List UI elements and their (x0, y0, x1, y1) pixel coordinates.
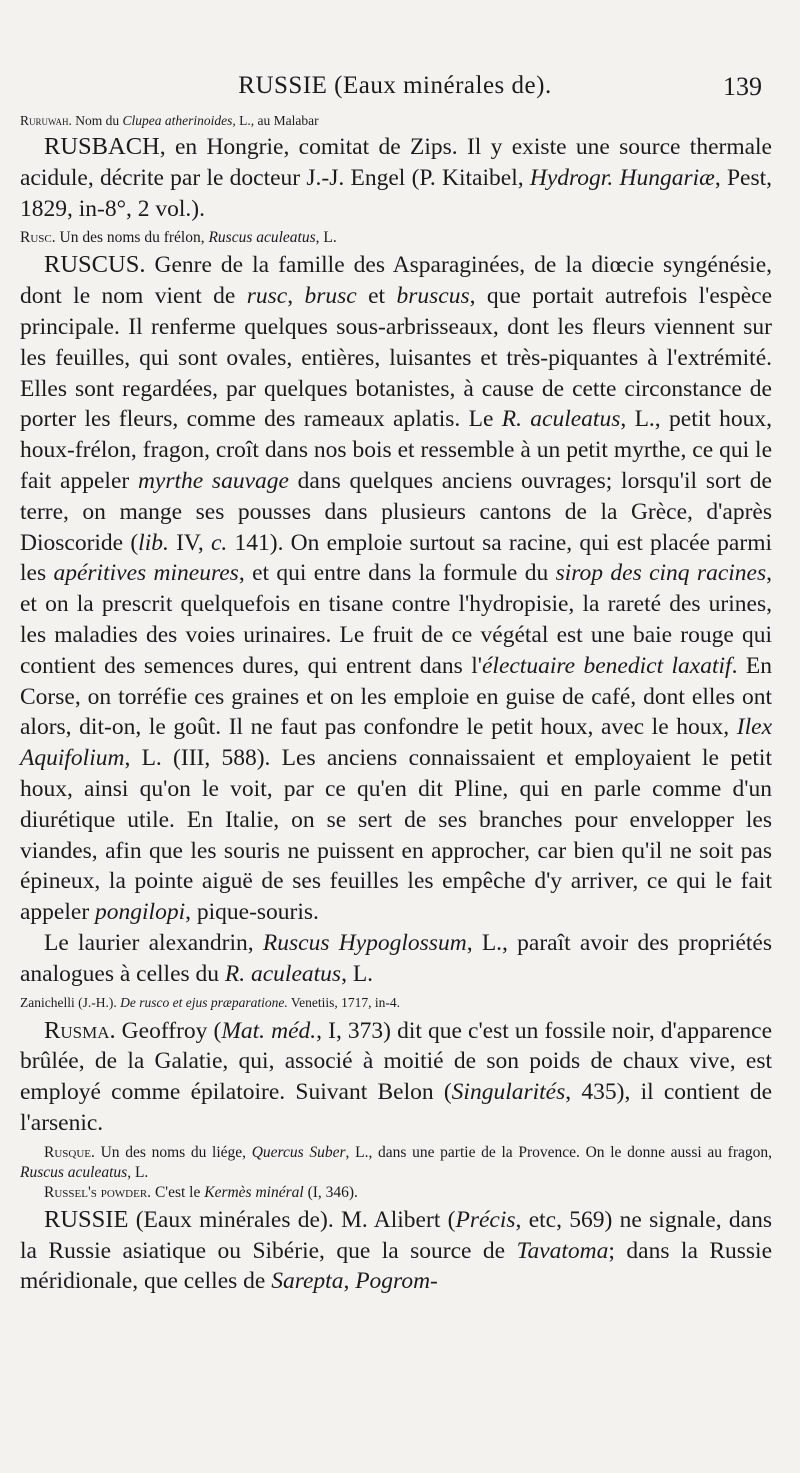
entry-text: dans quelques anciens ouvrages; lorsqu'il sort de terre, on mange ses pousses dans plusieurs cantons de la Grèce, d'après Dioscoride ( (20, 467, 772, 556)
entry-italic: R. aculeatus (501, 406, 621, 433)
entry-italic: sirop des cinq racines (555, 560, 767, 587)
entry-italic: Hydrogr. Hungariæ (529, 164, 715, 191)
entry-text: Venetiis, 1717, in-4. (287, 994, 400, 1010)
entry-text: ; dans la Russie méridionale, que celles de (20, 1237, 772, 1295)
entry-italic: Ruscus aculeatus (20, 1163, 128, 1181)
entry-text: Un des noms du liége, (94, 1143, 252, 1161)
entry-italic: Sarepta (271, 1268, 344, 1295)
entry-italic: R. aculeatus (224, 960, 342, 987)
entry-rusc (20, 228, 772, 248)
entry-text: IV, (168, 529, 211, 556)
entry-text: Zanichelli (J.-H.). (20, 994, 121, 1010)
entry-head: RUSSIE (44, 1205, 129, 1233)
entry-head: Rusc. (20, 229, 56, 247)
entry-text: , (343, 1268, 356, 1295)
entry-italic: Précis (455, 1206, 516, 1233)
entry-text: C'est le (151, 1183, 205, 1201)
entry-text: , et qui entre dans la formule du (238, 560, 556, 587)
entry-ruruwah (20, 112, 772, 130)
entry-italic: Ruscus Hypoglossum (262, 929, 467, 956)
entry-text: , que portait autrefois l'espèce principale. Il renferme quelques sous-arbrisseaux, dont les fleurs viennent sur les feuilles, qui sont ovales, entières, luisantes et très-piquantes à l'extrémité. Elles sont regardées, par quelques botanistes, à cause de cette circonstance de porter les fleurs, comme des rameaux aplatis. Le (20, 283, 772, 433)
entry-text: Geoffroy ( (115, 1017, 222, 1044)
entry-text: Nom du (71, 113, 123, 128)
entry-text: , Pest, 1829, in-8°, 2 vol.). (20, 164, 772, 222)
entry-head: Russel's powder. (44, 1183, 152, 1201)
entry-italic: rusc (246, 283, 288, 310)
entry-text: 141). On emploie surtout sa racine, qui est placée parmi les (20, 529, 772, 587)
entry-italic: De rusco et ejus præparatione. (120, 994, 288, 1010)
entry-italic: Pogrom- (355, 1268, 438, 1295)
entry-text: , L., au Malabar (232, 113, 319, 128)
entry-italic: Kermès minéral (204, 1183, 304, 1201)
entry-text: (I, 346). (303, 1183, 358, 1201)
entry-text: Genre de la famille des Asparaginées, de la diœcie syngénésie, dont le nom vient de (20, 252, 772, 310)
entry-text: , L., petit houx, houx-frélon, fragon, croît dans nos bois et ressemble à un petit myrthe, ce qui le fait appeler (20, 406, 773, 494)
entry-text: , et on la prescrit quelquefois en tisane contre l'hydropisie, la rareté des urines, les maladies des voies urinaires. Le fruit de ce végétal est une baie rouge qui contient des semences dures, qui entrent dans l' (20, 560, 772, 679)
entry-text: , L. (315, 229, 337, 247)
entry-russie (20, 1205, 772, 1297)
entry-head: Rusma. (44, 1016, 116, 1044)
entry-italic: Tavatoma (516, 1237, 609, 1264)
entry-text: . En Corse, on torréfie ces graines et on les emploie en guise de café, dont elles ont alors, dit-on, le goût. Il ne faut pas confondre le petit houx, avec le houx, (20, 652, 772, 741)
entry-laurier (20, 928, 772, 990)
entry-text: , L. (127, 1163, 149, 1181)
entry-head: Ruruwah. (20, 113, 72, 128)
entry-text: , I, 373) dit que c'est un fossile noir, d'apparence brûlée, de la Galatie, qui, associé à moitié de son poids de chaux vive, est employé comme épilatoire. Suivant Belon ( (20, 1017, 773, 1106)
entry-head: RUSCUS. (44, 251, 146, 279)
entry-text: , (287, 283, 305, 310)
entry-text: Le laurier alexandrin, (44, 929, 263, 956)
entry-text: Un des noms du frélon, (55, 229, 209, 247)
body-text (20, 104, 772, 1297)
entry-italic: pongilopi (95, 899, 186, 926)
entry-italic: Quercus Suber (251, 1143, 346, 1161)
page-number: 139 (723, 72, 762, 101)
entry-text: , 435), il contient de l'arsenic. (20, 1079, 772, 1136)
entry-text: , L. (341, 960, 374, 987)
bibliography-zanichelli (20, 994, 772, 1012)
entry-text: , L. (III, 588). Les anciens connaissaient et employaient le petit houx, ainsi qu'on le voit, par ce qu'en dit Pline, qui en parle comme d'un diurétique utile. En Italie, on se sert de ses branches pour envelopper les viandes, afin que les souris ne puissent en approcher, car bien qu'il ne soit pas épineux, la pointe aiguë de ses feuilles les empêche d'y arriver, ce qui le fait appeler (20, 745, 772, 926)
entry-text: (Eaux minérales de). M. Alibert ( (128, 1206, 456, 1233)
entry-italic: bruscus (396, 283, 470, 310)
entry-italic: myrthe sauvage (137, 467, 289, 494)
entry-italic: apéritives mineures (53, 560, 239, 587)
running-header (20, 72, 770, 108)
entry-text: , L., paraît avoir des propriétés analogues à celles du (20, 929, 772, 987)
entry-rusma (20, 1016, 772, 1139)
entry-head: RUSBACH (44, 133, 160, 160)
entry-text: , L., dans une partie de la Provence. On le donne aussi au fragon, (345, 1143, 772, 1161)
entry-italic: c. (210, 529, 228, 556)
entry-rusbach (20, 132, 772, 224)
header-title: RUSSIE (Eaux minérales de). (238, 72, 552, 99)
entry-ruscus (20, 250, 772, 928)
entry-italic: Ruscus aculeatus (208, 229, 316, 247)
entry-rusque (20, 1143, 772, 1183)
entry-italic: Singularités (451, 1079, 566, 1106)
entry-russels-powder (20, 1183, 772, 1203)
entry-italic: brusc (304, 283, 357, 310)
entry-text: , pique-souris. (185, 899, 319, 926)
entry-text: , etc, 569) ne signale, dans la Russie asiatique ou Sibérie, que la source de (20, 1206, 772, 1264)
entry-italic: Mat. méd. (221, 1017, 317, 1044)
entry-italic: Ilex Aquifolium (20, 714, 772, 772)
entry-italic: électuaire benedict laxatif (481, 652, 732, 679)
entry-text: , en Hongrie, comitat de Zips. Il y existe une source thermale acidule, décrite par le docteur J.-J. Engel (P. Kitaibel, (20, 134, 772, 191)
entry-text: et (356, 283, 397, 310)
entry-italic: Clupea atherinoides (122, 113, 233, 128)
entry-head: Rusque. (44, 1143, 95, 1161)
entry-italic: lib. (138, 529, 169, 556)
